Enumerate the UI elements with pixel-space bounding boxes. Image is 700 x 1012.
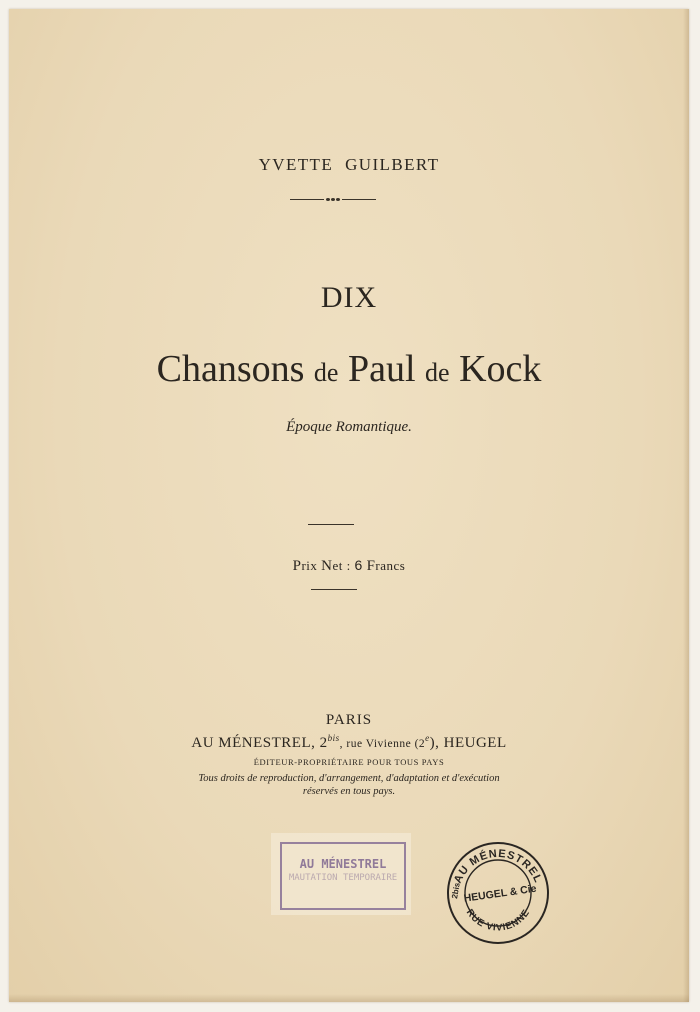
price-letter: N <box>321 558 333 574</box>
rights-notice-line: réservés en tous pays. <box>302 786 396 797</box>
ornament-line-right <box>342 199 376 200</box>
publisher-text: AU MÉNESTREL, 2 <box>191 735 328 751</box>
divider-rule <box>308 524 354 525</box>
stamp-ring-text: AU MÉNESTREL <box>451 847 545 886</box>
author-first: YVETTE <box>258 155 334 174</box>
divider-rule <box>311 589 357 590</box>
publisher-text: , rue Vivienne (2 <box>339 738 426 750</box>
price-letter: P <box>292 558 302 574</box>
price-amount: 6 <box>354 557 363 573</box>
ornament-dot <box>331 198 335 201</box>
rights-notice-line: Tous droits de reproduction, d'arrangement, d'adaptation et d'exécution <box>198 773 500 784</box>
price-word: rancs <box>375 558 406 573</box>
svg-text:RUE VIVIENNE <box>464 907 532 933</box>
title-dix: DIX <box>320 281 378 314</box>
title-word: Kock <box>459 348 542 390</box>
price-colon: : <box>346 558 351 573</box>
title-word: de <box>425 358 450 387</box>
ornament-rule <box>290 198 376 202</box>
page-edge-shadow-bottom <box>9 994 689 1002</box>
ornament-dot <box>336 198 340 201</box>
publisher-text: ), HEUGEL <box>429 735 507 751</box>
title-word: de <box>313 358 339 387</box>
price-word: et <box>332 558 343 573</box>
author-name <box>9 155 689 175</box>
stamp-text: MAUTATION TEMPORAIRE <box>288 873 398 883</box>
title-word: Chansons <box>156 348 305 390</box>
stamp-center-text: HEUGEL & Cie <box>462 882 538 905</box>
library-stamp-rectangular <box>271 833 411 915</box>
price-line <box>9 557 689 575</box>
svg-text:AU MÉNESTREL <box>452 848 544 885</box>
author-last: GUILBERT <box>345 155 440 174</box>
title-page <box>9 9 689 1002</box>
price-letter: F <box>366 558 376 574</box>
stamp-side-text: 2bis <box>450 882 462 900</box>
title-word: Paul <box>347 348 416 390</box>
publisher-sup: bis <box>327 733 340 743</box>
stamp-text: AU MÉNESTREL <box>299 857 387 871</box>
main-title <box>9 347 689 391</box>
publisher-stamp-round <box>444 839 552 947</box>
imprint-editeur: ÉDITEUR-PROPRIÉTAIRE POUR TOUS PAYS <box>253 757 445 767</box>
imprint-publisher <box>9 733 689 752</box>
ornament-dot <box>326 198 330 201</box>
publisher-sup: e <box>425 733 430 743</box>
subtitle: Époque Romantique. <box>286 419 412 435</box>
stamp-ring-text: RUE VIVIENNE <box>463 907 533 934</box>
price-word: rix <box>301 558 318 573</box>
ornament-line-left <box>290 199 324 200</box>
imprint-city: PARIS <box>325 712 373 728</box>
